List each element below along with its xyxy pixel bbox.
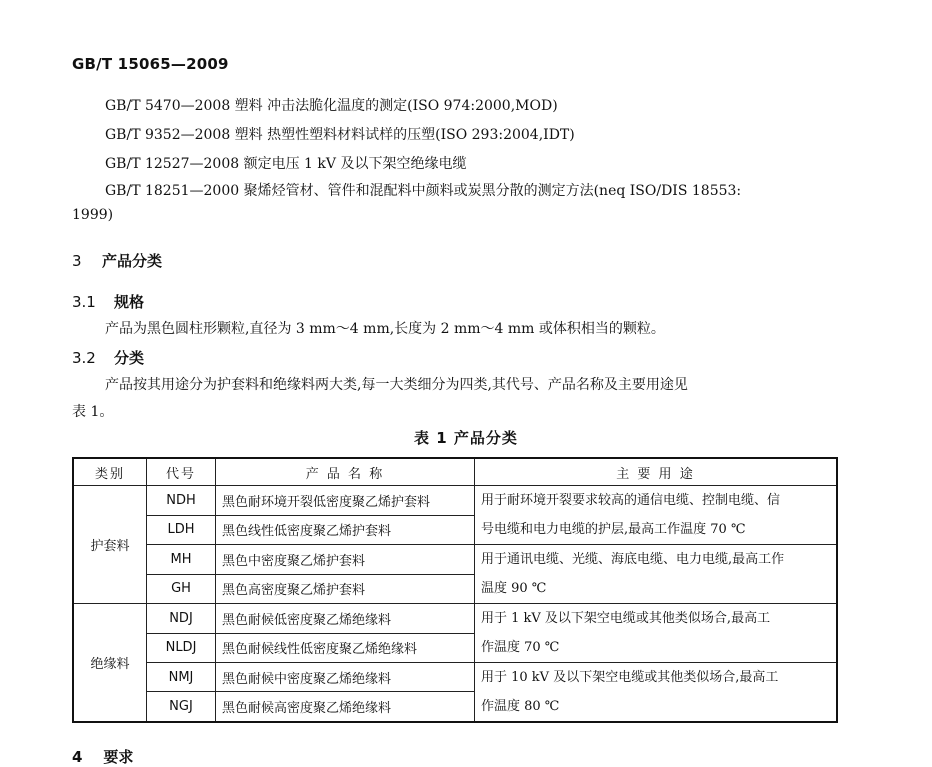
category-cell: 护套料	[73, 486, 147, 604]
name-cell: 黑色耐候高密度聚乙烯绝缘料	[216, 692, 475, 722]
use-line: 用于耐环境开裂要求较高的通信电缆、控制电缆、信	[481, 493, 781, 508]
section-number: 3.1	[72, 293, 96, 311]
table-header-row	[73, 458, 837, 486]
reference-gbt12527: GB/T 12527—2008 额定电压 1 kV 及以下架空绝缘电缆	[105, 156, 467, 172]
code-cell: MH	[147, 545, 216, 575]
section-number: 4	[72, 748, 83, 766]
use-line: 号电缆和电力电缆的护层,最高工作温度 70 ℃	[481, 522, 746, 537]
use-line: 用于通讯电缆、光缆、海底电缆、电力电缆,最高工作	[481, 552, 785, 567]
use-line: 温度 90 ℃	[481, 581, 547, 596]
table-row	[73, 486, 837, 516]
code-cell: NMJ	[147, 663, 216, 692]
header-code: 代号	[147, 458, 216, 486]
section-3-1-heading	[72, 291, 144, 312]
name-cell: 黑色耐环境开裂低密度聚乙烯护套料	[216, 486, 475, 516]
code-cell: NGJ	[147, 692, 216, 722]
section-3-1-text: 产品为黑色圆柱形颗粒,直径为 3 mm～4 mm,长度为 2 mm～4 mm 或体积相当的颗粒。	[105, 321, 665, 337]
section-4-heading-partial	[72, 746, 133, 767]
use-line: 作温度 70 ℃	[481, 640, 560, 655]
section-title: 产品分类	[102, 252, 163, 270]
header-product-name: 产 品 名 称	[216, 458, 475, 486]
product-classification-table	[72, 457, 838, 723]
reference-continuation: 1999)	[72, 207, 114, 223]
code-cell: NDJ	[147, 604, 216, 634]
document-code: GB/T 15065—2009	[72, 55, 229, 73]
reference-gbt5470: GB/T 5470—2008 塑料 冲击法脆化温度的测定(ISO 974:2000,MOD)	[105, 98, 558, 114]
use-cell	[475, 604, 838, 663]
reference-gbt9352: GB/T 9352—2008 塑料 热塑性塑料材料试样的压塑(ISO 293:2004,IDT)	[105, 127, 575, 143]
section-title: 规格	[114, 293, 145, 311]
name-cell: 黑色高密度聚乙烯护套料	[216, 574, 475, 604]
table-caption: 表 1 产品分类	[414, 429, 518, 447]
category-cell: 绝缘料	[73, 604, 147, 723]
table-row	[73, 663, 837, 692]
name-cell: 黑色中密度聚乙烯护套料	[216, 545, 475, 575]
header-main-use: 主 要 用 途	[475, 458, 838, 486]
section-title: 要求	[103, 748, 134, 766]
code-cell: NLDJ	[147, 633, 216, 663]
section-3-2-heading	[72, 347, 144, 368]
name-cell: 黑色耐候低密度聚乙烯绝缘料	[216, 604, 475, 634]
section-3-2-text-continuation: 表 1。	[72, 404, 114, 420]
header-category: 类别	[73, 458, 147, 486]
code-cell: GH	[147, 574, 216, 604]
name-cell: 黑色耐候线性低密度聚乙烯绝缘料	[216, 633, 475, 663]
table-row	[73, 604, 837, 634]
section-title: 分类	[114, 349, 145, 367]
code-cell: LDH	[147, 515, 216, 545]
section-number: 3.2	[72, 349, 96, 367]
use-line: 用于 1 kV 及以下架空电缆或其他类似场合,最高工	[481, 611, 771, 626]
section-3-heading	[72, 250, 162, 271]
use-cell	[475, 545, 838, 604]
use-line: 作温度 80 ℃	[481, 699, 560, 714]
section-3-2-text: 产品按其用途分为护套料和绝缘料两大类,每一大类细分为四类,其代号、产品名称及主要用途见	[105, 377, 688, 393]
use-cell	[475, 663, 838, 723]
use-cell	[475, 486, 838, 545]
reference-gbt18251: GB/T 18251—2000 聚烯烃管材、管件和混配料中颜料或炭黑分散的测定方法(neq ISO/DIS 18553:	[105, 183, 742, 199]
name-cell: 黑色线性低密度聚乙烯护套料	[216, 515, 475, 545]
table-row	[73, 545, 837, 575]
section-number: 3	[72, 252, 82, 270]
name-cell: 黑色耐候中密度聚乙烯绝缘料	[216, 663, 475, 692]
use-line: 用于 10 kV 及以下架空电缆或其他类似场合,最高工	[481, 670, 779, 685]
code-cell: NDH	[147, 486, 216, 516]
